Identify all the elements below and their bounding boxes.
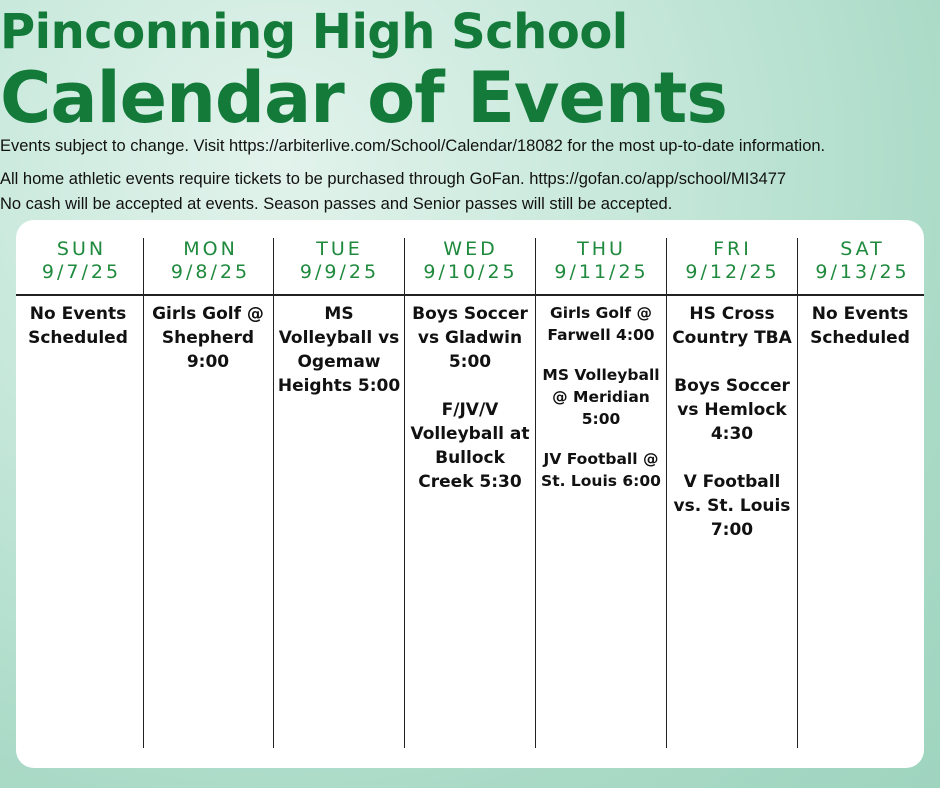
day-name: FRI <box>713 238 752 260</box>
day-cell-fri <box>669 302 795 566</box>
day-cell-tue <box>276 302 402 422</box>
event-item: MS Volleyball vs Ogemaw Heights 5:00 <box>277 304 401 396</box>
notice-tickets: All home athletic events require tickets to be purchased through GoFan. https://gofan.co/app/school/MI3477 <box>0 170 787 188</box>
event-item: Girls Golf @ Shepherd 9:00 <box>152 304 264 372</box>
day-header-thu <box>536 238 667 284</box>
notice-change: Events subject to change. Visit https://arbiterlive.com/School/Calendar/18082 for the most up-to-date information. <box>0 137 826 155</box>
day-date: 9/9/25 <box>299 261 380 283</box>
event-item: MS Volleyball @ Meridian 5:00 <box>542 366 660 428</box>
day-date: 9/8/25 <box>170 261 251 283</box>
day-header-mon <box>145 238 276 284</box>
column-divider <box>797 296 798 748</box>
page-title: Calendar of Events <box>0 57 727 139</box>
event-item: F/JV/V Volleyball at Bullock Creek 5:30 <box>410 400 530 492</box>
day-cell-wed <box>407 302 533 518</box>
column-divider <box>143 238 144 294</box>
day-cell-sun <box>16 302 140 374</box>
day-header-wed <box>405 238 536 284</box>
event-item: HS Cross Country TBA <box>672 304 792 348</box>
notice-cash: No cash will be accepted at events. Season passes and Senior passes will still be accepted. <box>0 195 673 213</box>
day-cell-sat <box>799 302 921 374</box>
day-date: 9/13/25 <box>815 261 910 283</box>
day-date: 9/7/25 <box>41 261 122 283</box>
day-cell-thu <box>538 302 664 510</box>
day-cell-mon <box>146 302 270 398</box>
event-item: Boys Soccer vs Gladwin 5:00 <box>412 304 528 372</box>
day-header-tue <box>274 238 405 284</box>
event-item: V Football vs. St. Louis 7:00 <box>673 472 791 540</box>
column-divider <box>273 238 274 294</box>
day-header-fri <box>667 238 798 284</box>
column-divider <box>666 296 667 748</box>
event-item: No Events Scheduled <box>28 304 128 348</box>
column-divider <box>666 238 667 294</box>
header-divider <box>16 294 924 296</box>
event-item: Girls Golf @ Farwell 4:00 <box>547 304 655 344</box>
column-divider <box>404 238 405 294</box>
column-divider <box>535 296 536 748</box>
day-header-sun <box>16 238 147 284</box>
day-name: SUN <box>56 238 107 260</box>
event-item: JV Football @ St. Louis 6:00 <box>541 450 661 490</box>
column-divider <box>535 238 536 294</box>
day-date: 9/10/25 <box>423 261 518 283</box>
day-date: 9/12/25 <box>685 261 780 283</box>
day-name: MON <box>183 238 238 260</box>
event-item: No Events Scheduled <box>810 304 910 348</box>
day-name: THU <box>577 238 626 260</box>
day-name: WED <box>443 238 498 260</box>
column-divider <box>404 296 405 748</box>
event-item: Boys Soccer vs Hemlock 4:30 <box>674 376 790 444</box>
school-name: Pinconning High School <box>0 4 628 60</box>
day-name: TUE <box>316 238 363 260</box>
column-divider <box>273 296 274 748</box>
day-name: SAT <box>840 238 885 260</box>
column-divider <box>797 238 798 294</box>
day-date: 9/11/25 <box>554 261 649 283</box>
column-divider <box>143 296 144 748</box>
day-header-sat <box>797 238 928 284</box>
